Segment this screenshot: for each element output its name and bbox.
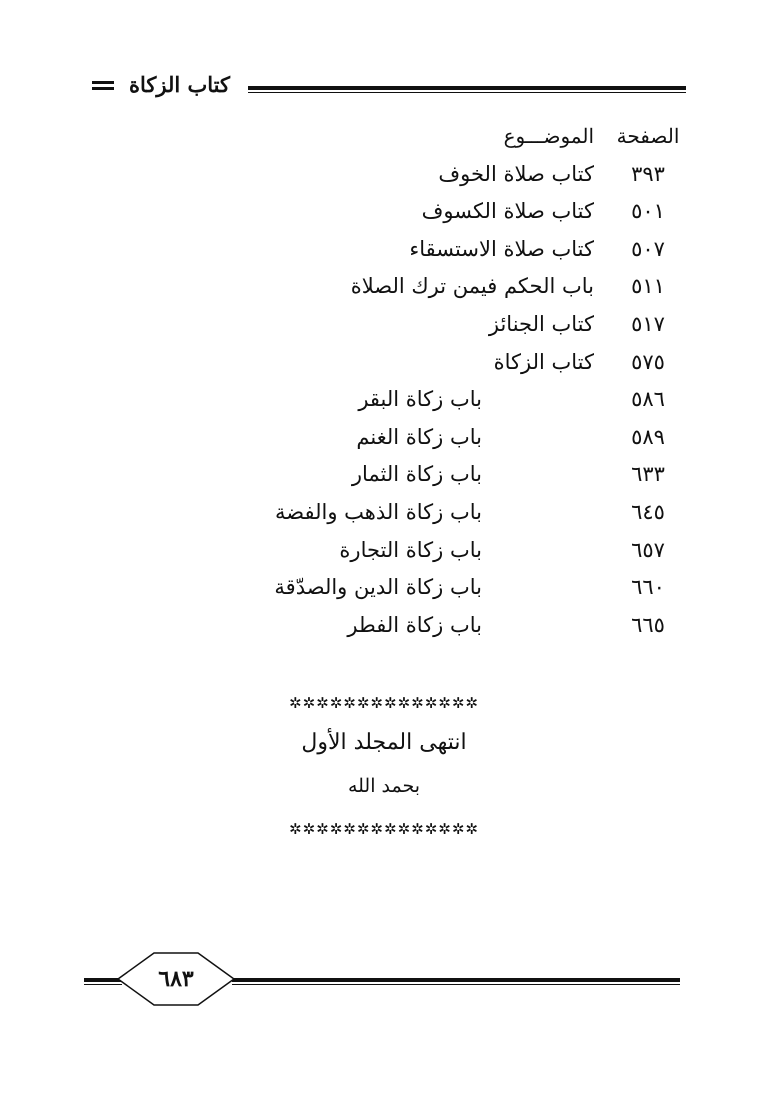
toc-row [0, 494, 766, 532]
volume-end-text: انتهى المجلد الأول [301, 730, 467, 755]
toc-topic: باب زكاة الثمار [351, 462, 482, 487]
toc-page-number: ٥٨٦ [631, 387, 665, 412]
toc-row [0, 306, 766, 344]
running-header [80, 66, 686, 106]
toc-page-number: ٥٧٥ [631, 349, 665, 374]
toc-page-number: ٥١١ [631, 274, 665, 299]
toc-page-number: ٦٥٧ [631, 537, 665, 562]
toc-row [0, 607, 766, 645]
toc-header-row [0, 118, 766, 156]
toc-page-number: ٥٠١ [631, 199, 665, 224]
toc-topic: باب زكاة الذهب والفضة [275, 499, 482, 524]
running-header-title: كتاب الزكاة [128, 72, 230, 97]
toc-row [0, 532, 766, 570]
toc-row [0, 156, 766, 194]
toc-topic: باب زكاة الدين والصدّقة [274, 575, 482, 600]
toc-row [0, 419, 766, 457]
toc-topic: باب زكاة البقر [358, 387, 482, 412]
toc-topic: باب زكاة الغنم [356, 424, 482, 449]
toc-page-number: ٣٩٣ [631, 161, 665, 186]
toc-page-number: ٥٨٩ [631, 424, 665, 449]
toc-row [0, 456, 766, 494]
header-marker-icon [92, 81, 114, 93]
toc-page-number: ٦٦٠ [631, 575, 665, 600]
toc-row [0, 569, 766, 607]
toc-page-number: ٦٤٥ [631, 499, 665, 524]
toc-topic: باب الحكم فيمن ترك الصلاة [350, 274, 594, 299]
table-of-contents [0, 118, 766, 644]
header-rule [248, 86, 686, 93]
toc-topic: كتاب صلاة الخوف [438, 161, 594, 186]
toc-topic: كتاب الزكاة [493, 349, 594, 374]
toc-row [0, 344, 766, 382]
page-number: ٦٨٣ [158, 966, 194, 992]
toc-page-number: ٥١٧ [631, 311, 665, 336]
toc-row [0, 231, 766, 269]
toc-page-number: ٦٣٣ [631, 462, 665, 487]
toc-row [0, 381, 766, 419]
toc-page-number: ٥٠٧ [631, 236, 665, 261]
toc-row [0, 193, 766, 231]
toc-column-topic-heading: الموضـــوع [503, 124, 594, 148]
page-footer [84, 952, 680, 1006]
toc-topic: باب زكاة التجارة [339, 537, 482, 562]
praise-text: بحمد الله [347, 775, 421, 797]
toc-topic: كتاب صلاة الكسوف [421, 199, 594, 224]
toc-topic: باب زكاة الفطر [347, 612, 482, 637]
toc-topic: كتاب الجنائز [488, 311, 594, 336]
stars-divider-bottom: ✲✲✲✲✲✲✲✲✲✲✲✲✲✲ [289, 820, 479, 838]
toc-page-number: ٦٦٥ [631, 612, 665, 637]
toc-topic: كتاب صلاة الاستسقاء [409, 236, 594, 261]
stars-divider-top: ✲✲✲✲✲✲✲✲✲✲✲✲✲✲ [289, 694, 479, 712]
toc-column-page-heading: الصفحة [616, 124, 680, 148]
toc-row [0, 268, 766, 306]
footer-rule-right [232, 978, 680, 985]
